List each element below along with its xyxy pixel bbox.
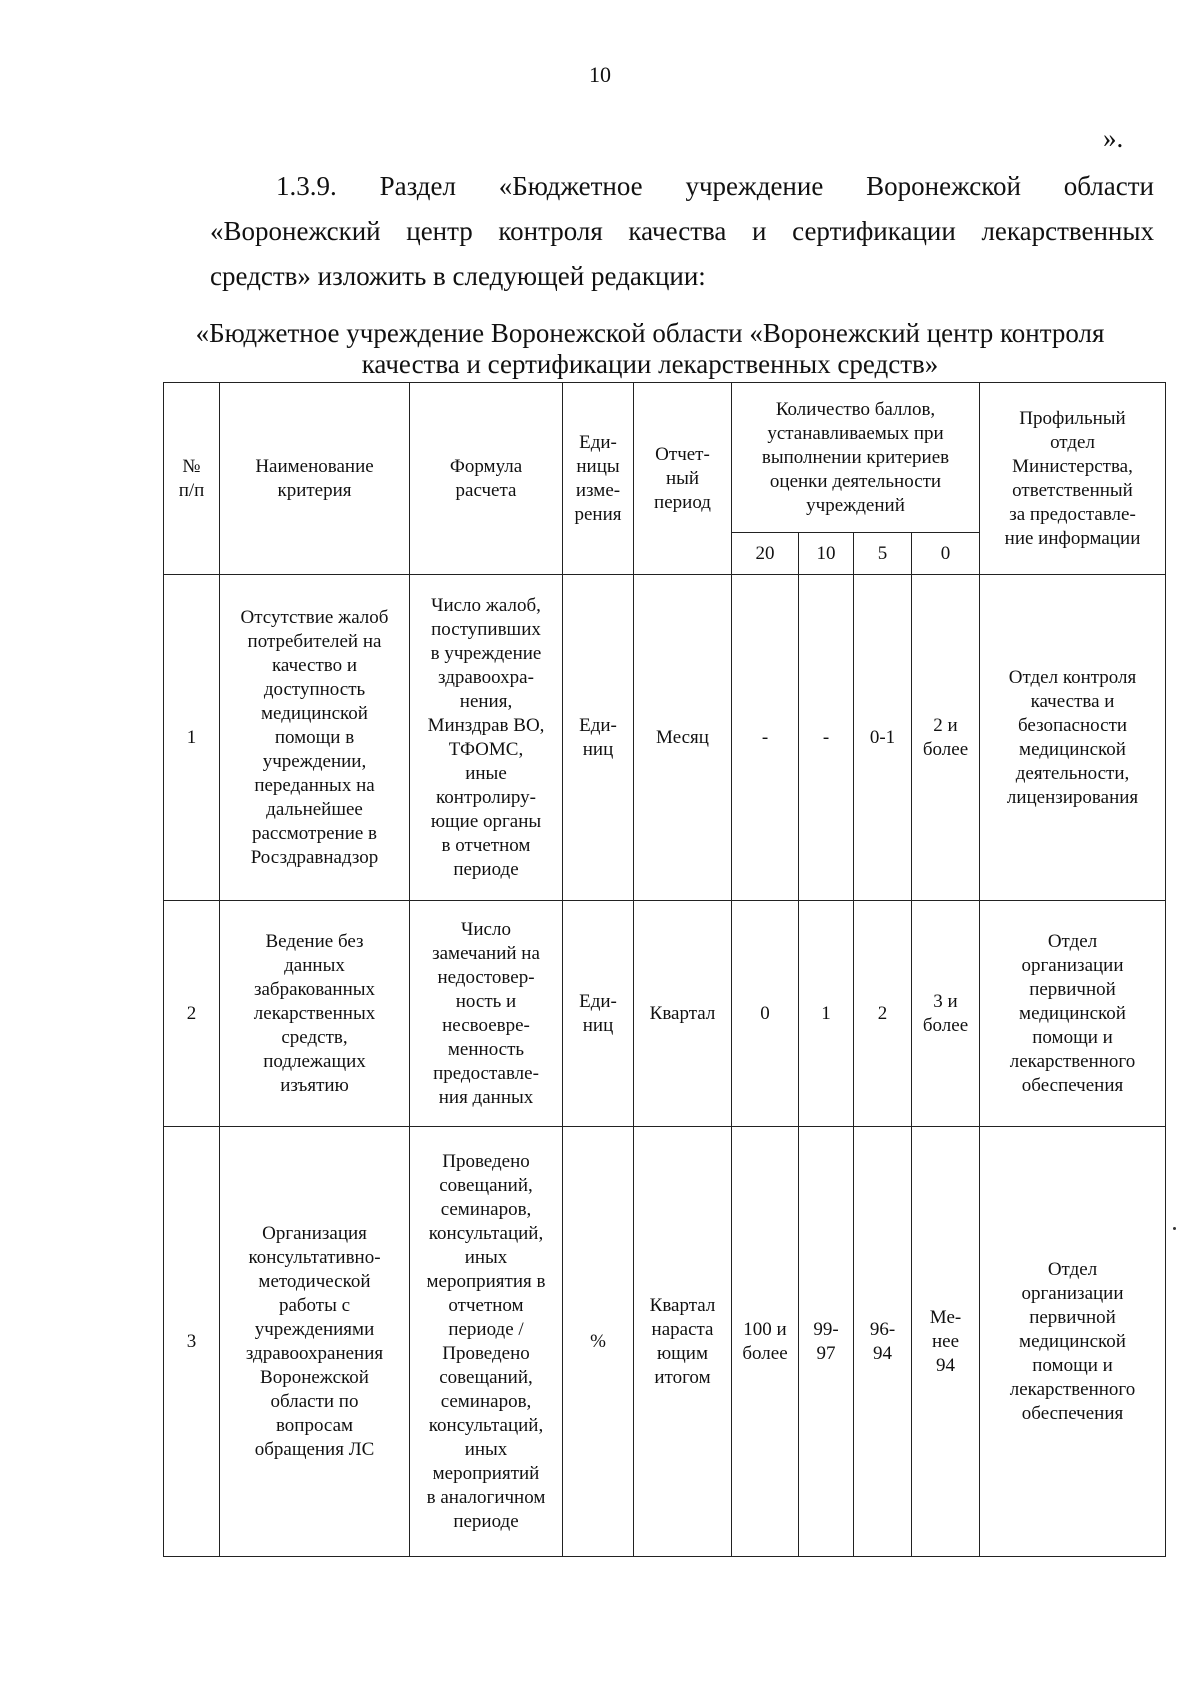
cell-unit: % bbox=[563, 1127, 634, 1557]
cell-points-0: Ме- нее 94 bbox=[912, 1127, 980, 1557]
criteria-table bbox=[163, 382, 1166, 1557]
cell-period: Квартал нараста ющим итогом bbox=[634, 1127, 732, 1557]
header-department: Профильный отдел Министерства, ответственный за предоставле- ние информации bbox=[980, 383, 1166, 575]
header-points-0: 0 bbox=[912, 533, 980, 575]
cell-points-20: - bbox=[732, 575, 799, 901]
cell-department: Отдел организации первичной медицинской помощи и лекарственного обеспечения bbox=[980, 901, 1166, 1127]
cell-points-20: 100 и более bbox=[732, 1127, 799, 1557]
cell-name: Организация консультативно- методической работы с учреждениями здравоохранения Воронежской области по вопросам обращения ЛС bbox=[220, 1127, 410, 1557]
cell-unit: Еди- ниц bbox=[563, 901, 634, 1127]
cell-period: Квартал bbox=[634, 901, 732, 1127]
cell-name: Ведение без данных забракованных лекарственных средств, подлежащих изъятию bbox=[220, 901, 410, 1127]
cell-points-5: 0-1 bbox=[854, 575, 912, 901]
header-formula: Формула расчета bbox=[410, 383, 563, 575]
paragraph-line-2: «Воронежский центр контроля качества и сертификации лекарственных bbox=[210, 216, 1154, 246]
header-points-10: 10 bbox=[799, 533, 854, 575]
cell-num: 2 bbox=[164, 901, 220, 1127]
header-row bbox=[164, 383, 1166, 533]
cell-points-20: 0 bbox=[732, 901, 799, 1127]
cell-points-10: - bbox=[799, 575, 854, 901]
table-title: «Бюджетное учреждение Воронежской области «Воронежский центр контроля качества и сертификации лекарственных средств» bbox=[195, 318, 1105, 379]
header-period: Отчет- ный период bbox=[634, 383, 732, 575]
cell-department: Отдел контроля качества и безопасности медицинской деятельности, лицензирования bbox=[980, 575, 1166, 901]
header-points: Количество баллов, устанавливаемых при выполнении критериев оценки деятельности учреждений bbox=[732, 383, 980, 533]
cell-points-0: 3 и более bbox=[912, 901, 980, 1127]
scan-speck bbox=[1173, 1227, 1176, 1230]
paragraph-line-1 bbox=[210, 164, 1154, 209]
paragraph-line-1-text: 1.3.9. Раздел «Бюджетное учреждение Воронежской области bbox=[276, 171, 1154, 201]
header-name: Наименование критерия bbox=[220, 383, 410, 575]
cell-formula: Проведено совещаний, семинаров, консультаций, иных мероприятия в отчетном периоде / Проведено совещаний, семинаров, консультаций, иных мероприятий в аналогичном периоде bbox=[410, 1127, 563, 1557]
header-unit: Еди- ницы изме- рения bbox=[563, 383, 634, 575]
cell-period: Месяц bbox=[634, 575, 732, 901]
paragraph-line-3: средств» изложить в следующей редакции: bbox=[210, 261, 706, 291]
cell-formula: Число жалоб, поступивших в учреждение здравоохра- нения, Минздрав ВО, ТФОМС, иные контролиру- ющие органы в отчетном периоде bbox=[410, 575, 563, 901]
cell-points-0: 2 и более bbox=[912, 575, 980, 901]
cell-name: Отсутствие жалоб потребителей на качество и доступность медицинской помощи в учреждении, переданных на дальнейшее рассмотрение в Росздравнадзор bbox=[220, 575, 410, 901]
cell-num: 1 bbox=[164, 575, 220, 901]
cell-formula: Число замечаний на недостовер- ность и несвоевре- менность предоставле- ния данных bbox=[410, 901, 563, 1127]
cell-points-5: 2 bbox=[854, 901, 912, 1127]
table-row bbox=[164, 575, 1166, 901]
cell-department: Отдел организации первичной медицинской помощи и лекарственного обеспечения bbox=[980, 1127, 1166, 1557]
table-row bbox=[164, 901, 1166, 1127]
cell-points-10: 1 bbox=[799, 901, 854, 1127]
cell-num: 3 bbox=[164, 1127, 220, 1557]
header-num: № п/п bbox=[164, 383, 220, 575]
page-number: 10 bbox=[589, 62, 611, 87]
closing-quote: ». bbox=[1103, 123, 1124, 153]
cell-unit: Еди- ниц bbox=[563, 575, 634, 901]
cell-points-10: 99- 97 bbox=[799, 1127, 854, 1557]
table-row bbox=[164, 1127, 1166, 1557]
header-points-5: 5 bbox=[854, 533, 912, 575]
cell-points-5: 96- 94 bbox=[854, 1127, 912, 1557]
header-points-20: 20 bbox=[732, 533, 799, 575]
